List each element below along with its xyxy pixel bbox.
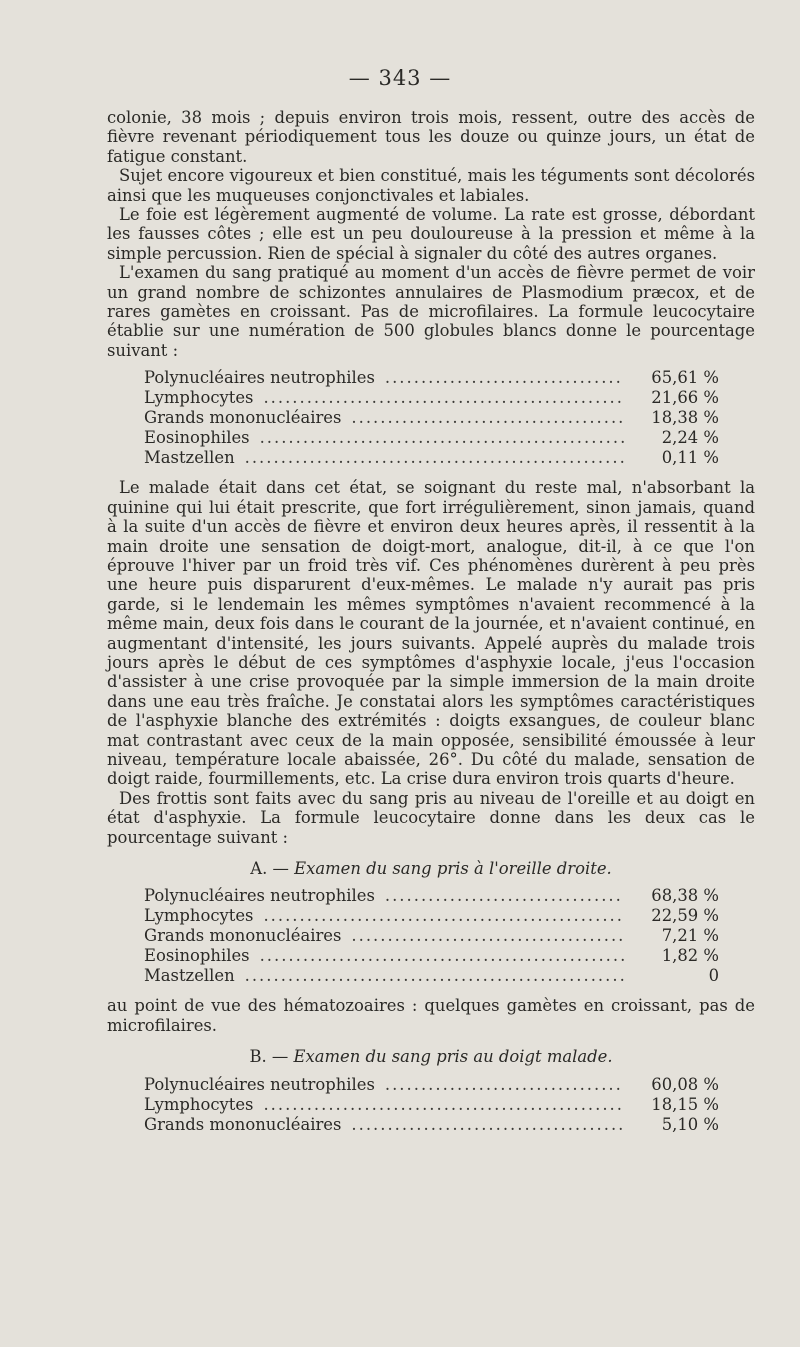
leader-dots <box>245 966 624 985</box>
table-row <box>144 926 719 946</box>
leader-dots <box>263 906 624 925</box>
table-row <box>144 448 719 468</box>
row-value: 21,66 % <box>651 388 719 408</box>
leader-dots <box>263 388 624 407</box>
row-value: 0,11 % <box>661 448 719 468</box>
row-value: 5,10 % <box>661 1114 719 1134</box>
leucocyte-table-1 <box>144 368 719 468</box>
table-row <box>144 408 719 428</box>
table-row <box>144 388 719 408</box>
leucocyte-table-a <box>144 886 719 986</box>
leader-dots <box>245 448 624 467</box>
row-value: 18,38 % <box>651 408 719 428</box>
leader-dots <box>385 368 624 387</box>
leader-dots <box>263 1095 624 1114</box>
row-value: 2,24 % <box>661 428 719 448</box>
paragraph: Le malade était dans cet état, se soignant du reste mal, n'absorbant la quinine qui lui était prescrite, que fort irrégulièrement, sinon jamais, quand à la suite d'un accès de fièvre et environ deux heures après, il ressentit à la main droite une sensation de doigt-mort, analogue, dit-il, à ce que l'on éprouve l'hiver par un froid très vif. Ces phénomènes durèrent à peu près une heure puis disparurent d'eux-mêmes. Le malade n'y aurait pas pris garde, si le lendemain les mêmes symptômes n'avaient recommencé à la même main, deux fois dans le courant de la journée, et n'avaient continué, en augmentant d'intensité, les jours suivants. Appelé auprès du malade trois jours après le début de ces symptômes d'asphyxie locale, j'eus l'occasion d'assister à une crise provoquée par la simple immersion de la main droite dans une eau très fraîche. Je constatai alors les symptômes caractéristiques de l'asphyxie blanche des extrémités : doigts exsangues, de couleur blanc mat contrastant avec ceux de la main opposée, sensibilité émoussée à leur niveau, température locale abaissée, 26°. Du côté du malade, sensation de doigt raide, fourmillements, etc. La crise dura environ trois quarts d'heure. <box>107 478 755 789</box>
paragraph: au point de vue des hématozoaires : quelques gamètes en croissant, pas de microfilaires. <box>107 996 755 1035</box>
table-row <box>144 886 719 906</box>
leader-dots <box>385 886 624 905</box>
row-label: Eosinophiles <box>144 946 250 966</box>
row-value: 18,15 % <box>651 1094 719 1114</box>
leucocyte-table-b <box>144 1075 719 1135</box>
row-label: Polynucléaires neutrophiles <box>144 886 375 906</box>
table-row <box>144 906 719 926</box>
paragraph: Le foie est légèrement augmenté de volume. La rate est grosse, débordant les fausses côtes ; elle est un peu douloureuse à la pression et même à la simple percussion. Rien de spécial à signaler du côté des autres organes. <box>107 205 755 263</box>
row-label: Grands mononucléaires <box>144 926 342 946</box>
table-row <box>144 1095 719 1115</box>
row-label: Polynucléaires neutrophiles <box>144 368 375 388</box>
section-b-prefix: B. — <box>249 1047 289 1067</box>
section-a-prefix: A. — <box>250 859 289 878</box>
section-b-title: Examen du sang pris au doigt malade. <box>293 1047 613 1067</box>
page-body <box>107 108 755 1145</box>
table-row <box>144 946 719 966</box>
page-number: — 343 — <box>348 66 452 90</box>
table-row <box>144 1115 719 1135</box>
leader-dots <box>260 946 624 965</box>
row-label: Grands mononucléaires <box>144 408 342 428</box>
leader-dots <box>351 926 624 945</box>
row-label: Mastzellen <box>144 448 235 468</box>
leader-dots <box>351 1115 624 1134</box>
row-label: Mastzellen <box>144 966 235 986</box>
paragraph: L'examen du sang pratiqué au moment d'un accès de fièvre permet de voir un grand nombre de schizontes annulaires de Plasmodium præcox, et de rares gamètes en croissant. Pas de microfilaires. La formule leucocytaire établie sur une numération de 500 globules blancs donne le pourcentage suivant : <box>107 263 755 360</box>
paragraph: Sujet encore vigoureux et bien constitué, mais les téguments sont décolorés ainsi que les muqueuses conjonctivales et labiales. <box>107 166 755 205</box>
paragraph: Des frottis sont faits avec du sang pris au niveau de l'oreille et au doigt en état d'asphyxie. La formule leucocytaire donne dans les deux cas le pourcentage suivant : <box>107 788 755 847</box>
leader-dots <box>351 408 624 427</box>
table-row <box>144 1075 719 1095</box>
row-label: Eosinophiles <box>144 428 250 448</box>
table-row <box>144 966 719 986</box>
row-value: 22,59 % <box>651 906 719 926</box>
row-value: 0 <box>708 966 719 986</box>
row-value: 1,82 % <box>661 946 719 966</box>
section-b-heading <box>107 1047 755 1066</box>
row-value: 65,61 % <box>651 368 719 388</box>
row-label: Lymphocytes <box>144 1094 254 1114</box>
leader-dots <box>260 428 624 447</box>
table-row <box>144 368 719 388</box>
section-a-title: Examen du sang pris à l'oreille droite. <box>294 859 612 878</box>
row-value: 7,21 % <box>661 926 719 946</box>
row-label: Polynucléaires neutrophiles <box>144 1074 375 1094</box>
section-a-heading <box>107 859 755 878</box>
row-label: Lymphocytes <box>144 906 254 926</box>
table-row <box>144 428 719 448</box>
paragraph: colonie, 38 mois ; depuis environ trois mois, ressent, outre des accès de fièvre revenant périodiquement tous les douze ou quinze jours, un état de fatigue constant. <box>107 108 755 166</box>
row-label: Grands mononucléaires <box>144 1114 342 1134</box>
leader-dots <box>385 1075 624 1094</box>
row-value: 68,38 % <box>651 886 719 906</box>
row-value: 60,08 % <box>651 1074 719 1094</box>
row-label: Lymphocytes <box>144 388 254 408</box>
